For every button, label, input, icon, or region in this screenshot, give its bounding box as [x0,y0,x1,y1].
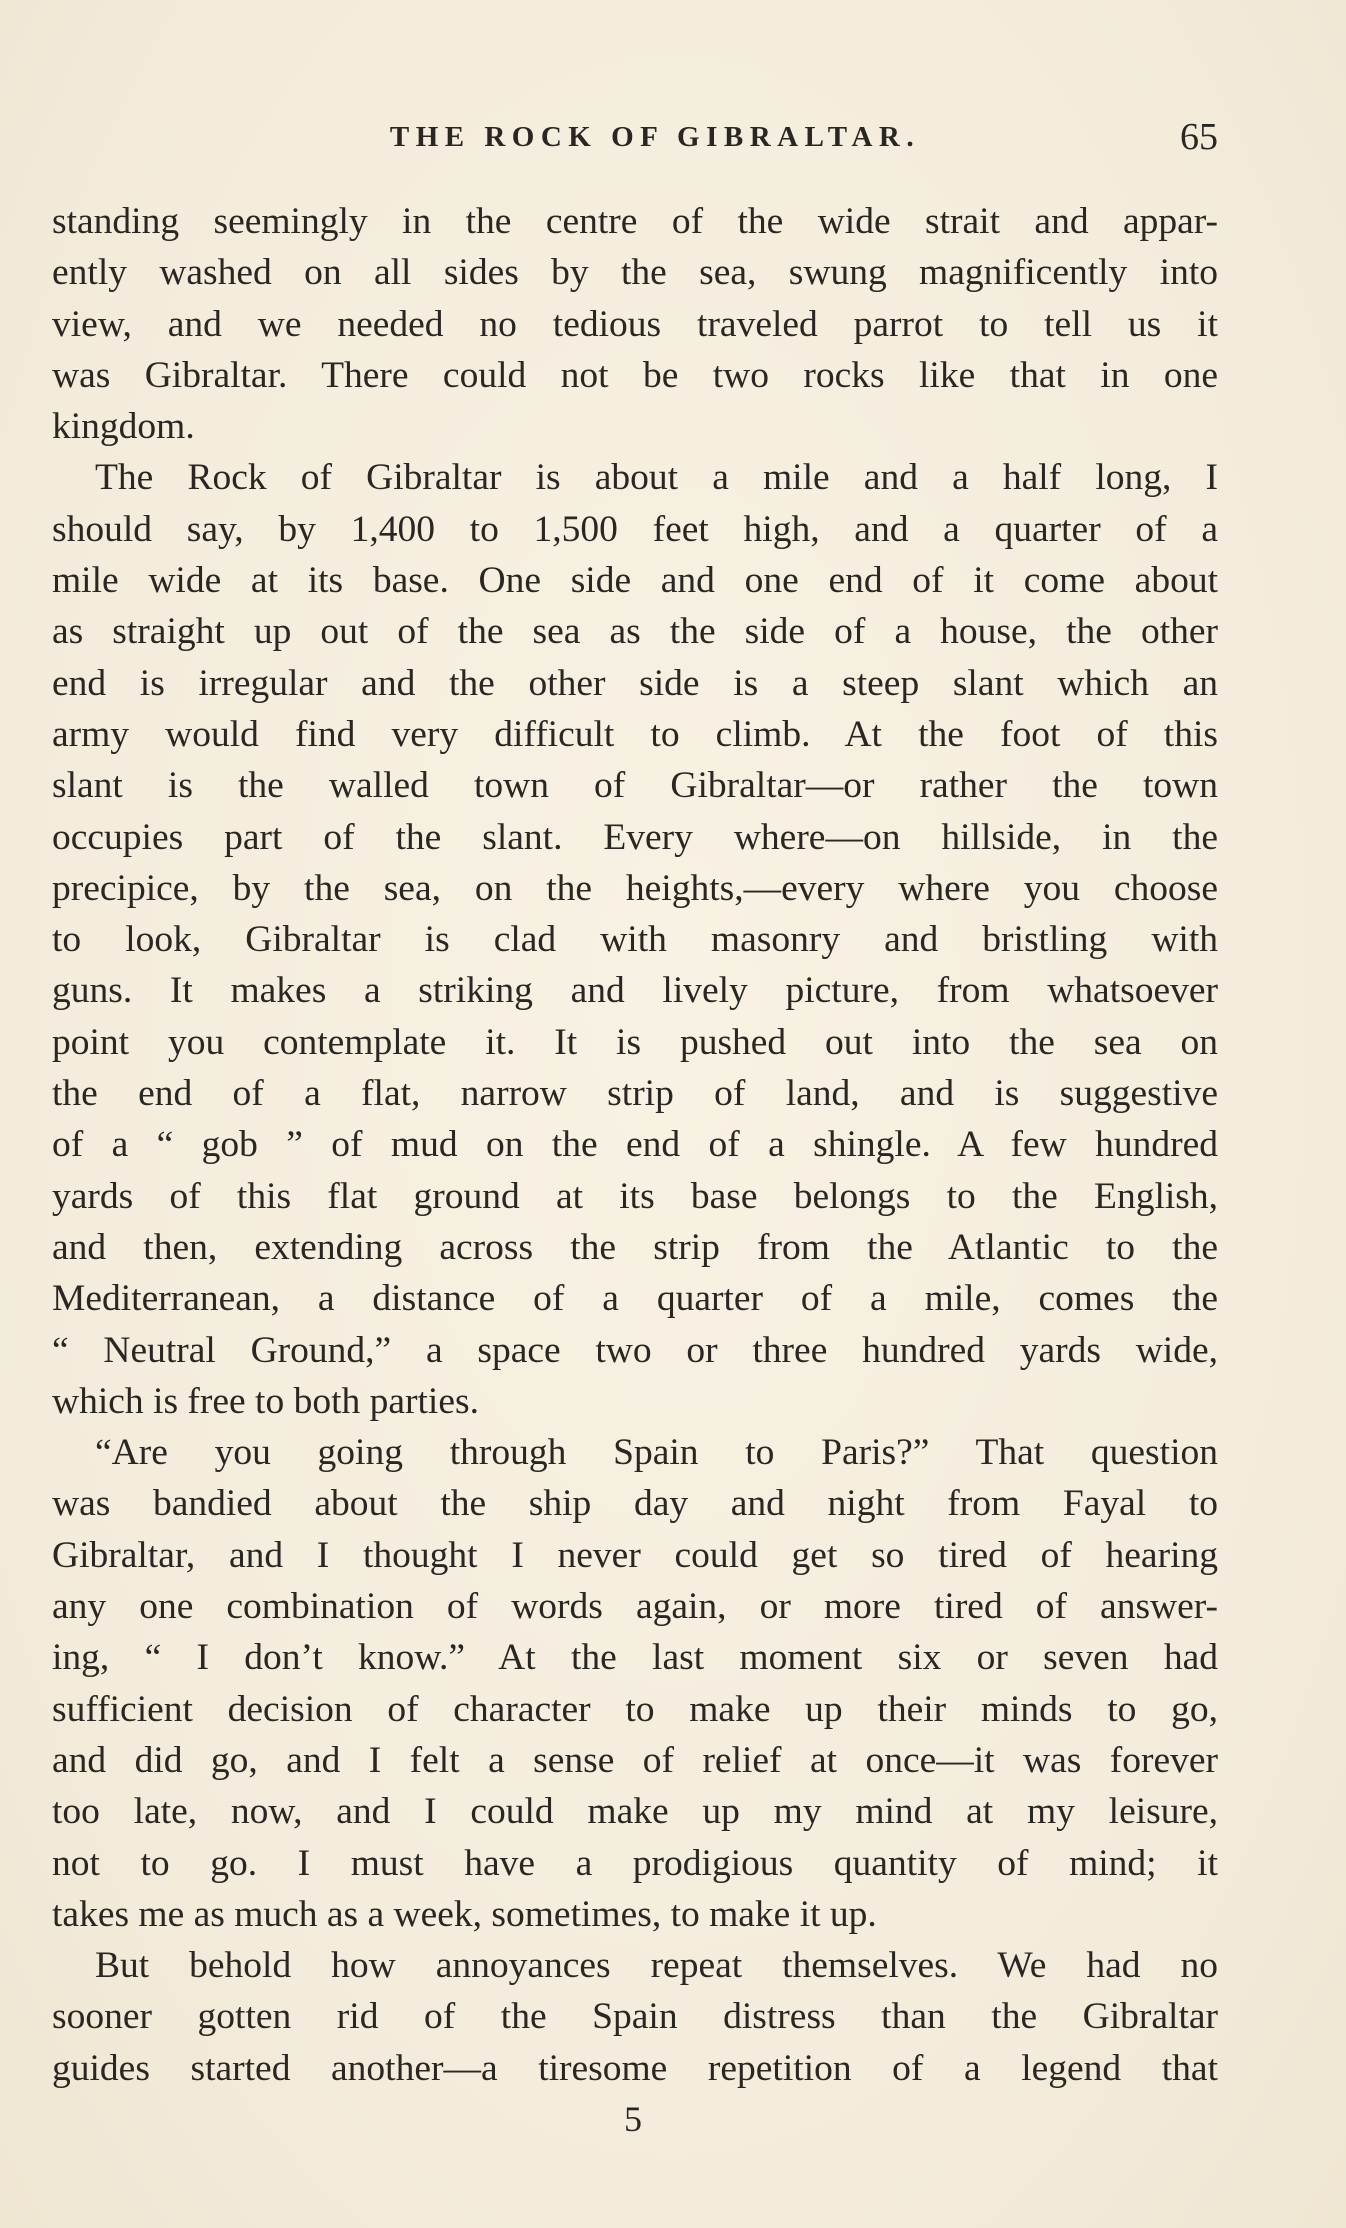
running-title: THE ROCK OF GIBRALTAR. [389,121,921,153]
text-line: “Are you going through Spain to Paris?” That question [95,1432,1218,1474]
text-line: Gibraltar, and I thought I never could get so tired of hearing [52,1534,1218,1576]
text-line: end is irregular and the other side is a steep slant which an [52,662,1218,704]
text-line: of a “ gob ” of mud on the end of a shingle. A few hundred [52,1124,1218,1166]
text-line: sooner gotten rid of the Spain distress than the Gibraltar [52,1996,1218,2038]
text-line: takes me as much as a week, sometimes, to make it up. [52,1893,877,1935]
text-line: slant is the walled town of Gibraltar—or rather the town [52,765,1218,807]
page-header [52,115,1218,165]
text-line: guns. It makes a striking and lively picture, from whatsoever [52,970,1218,1012]
text-line: kingdom. [52,406,195,448]
text-line: too late, now, and I could make up my mind at my leisure, [52,1791,1218,1833]
text-line: army would find very difficult to climb. At the foot of this [52,713,1218,755]
text-line: was bandied about the ship day and night from Fayal to [52,1483,1218,1525]
text-line: sufficient decision of character to make up their minds to go, [52,1688,1218,1730]
paragraph [52,452,1218,1427]
paragraph [52,1427,1218,1940]
body-text [52,196,1218,2094]
text-line: The Rock of Gibraltar is about a mile and a half long, I [95,457,1218,499]
text-line: ently washed on all sides by the sea, swung magnificently into [52,252,1218,294]
text-line: occupies part of the slant. Every where—on hillside, in the [52,816,1218,858]
text-line: But behold how annoyances repeat themselves. We had no [95,1945,1218,1987]
text-line: view, and we needed no tedious traveled parrot to tell us it [52,303,1218,345]
text-line: standing seemingly in the centre of the wide strait and appar- [52,201,1218,242]
signature-mark: 5 [624,2099,642,2139]
text-line: mile wide at its base. One side and one end of it come about [52,560,1218,602]
text-line: Mediterranean, a distance of a quarter of a mile, comes the [52,1278,1218,1320]
text-line: any one combination of words again, or more tired of answer- [52,1586,1218,1628]
text-line: should say, by 1,400 to 1,500 feet high, and a quarter of a [52,508,1218,550]
text-line: to look, Gibraltar is clad with masonry and bristling with [52,919,1218,961]
text-line: ing, “ I don’t know.” At the last moment six or seven had [52,1637,1218,1679]
paragraph [52,1940,1218,2094]
page-number: 65 [1180,116,1218,158]
text-line: and did go, and I felt a sense of relief at once—it was forever [52,1739,1218,1781]
text-line: precipice, by the sea, on the heights,—every where you choose [52,867,1218,909]
text-line: “ Neutral Ground,” a space two or three hundred yards wide, [52,1329,1218,1371]
text-line: which is free to both parties. [52,1380,479,1422]
text-line: guides started another—a tiresome repetition of a legend that [52,2047,1218,2089]
text-line: not to go. I must have a prodigious quantity of mind; it [52,1842,1218,1884]
paragraph [52,196,1218,452]
text-line: the end of a flat, narrow strip of land, and is suggestive [52,1073,1218,1115]
text-line: as straight up out of the sea as the side of a house, the other [52,611,1218,653]
text-line: yards of this flat ground at its base belongs to the English, [52,1175,1218,1217]
text-line: and then, extending across the strip from the Atlantic to the [52,1226,1218,1268]
text-line: point you contemplate it. It is pushed out into the sea on [52,1021,1218,1063]
text-line: was Gibraltar. There could not be two rocks like that in one [52,354,1218,396]
